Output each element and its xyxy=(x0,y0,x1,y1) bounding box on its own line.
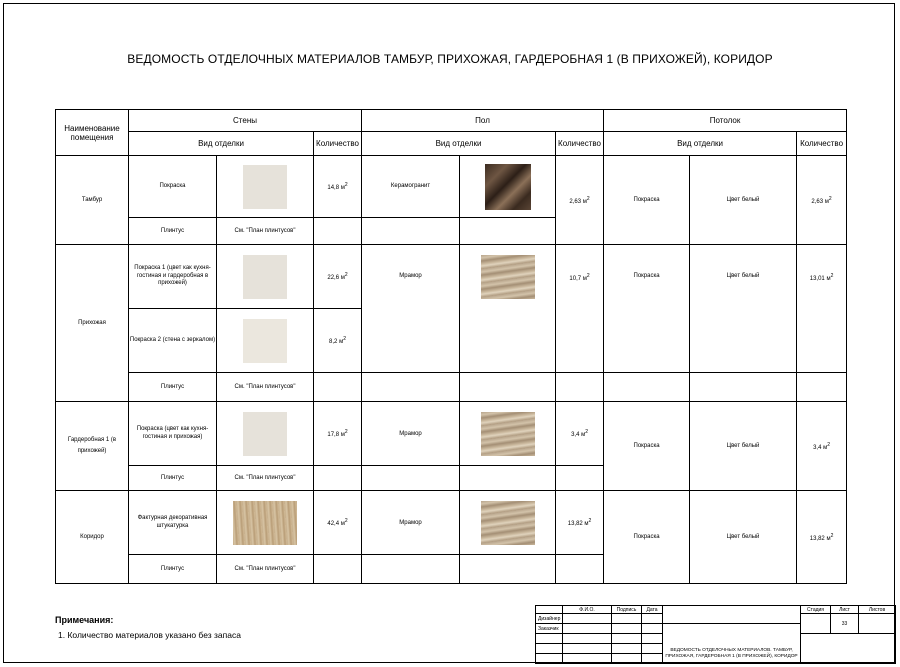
ceiling-qty: 13,01 $м^2$ xyxy=(797,245,847,373)
room-name: Тамбур xyxy=(56,156,129,245)
baseboard-note: См. "План плинтусов" xyxy=(217,218,314,245)
page-title: ВЕДОМОСТЬ ОТДЕЛОЧНЫХ МАТЕРИАЛОВ ТАМБУР, ПРИХОЖАЯ, ГАРДЕРОБНАЯ 1 (В ПРИХОЖЕЙ), КОРИДОР xyxy=(127,52,773,66)
header-floor: Пол xyxy=(362,110,604,132)
baseboard-note: См. "План плинтусов" xyxy=(217,555,314,584)
room-name: Гардеробная 1 (в прихожей) xyxy=(56,402,129,491)
plaster-swatch xyxy=(233,501,297,545)
header-ceiling-finish: Вид отделки xyxy=(604,132,797,156)
floor-finish-desc: Мрамор xyxy=(362,245,460,373)
wall-finish-desc: Фактурная декоративная штукатурка xyxy=(129,491,217,555)
stamp-client: Заказчик xyxy=(536,624,563,634)
header-floor-qty: Количество xyxy=(556,132,604,156)
baseboard-label: Плинтус xyxy=(129,218,217,245)
marble-swatch xyxy=(481,255,535,299)
paint-swatch xyxy=(243,255,287,299)
header-floor-finish: Вид отделки xyxy=(362,132,556,156)
floor-finish-desc: Мрамор xyxy=(362,491,460,555)
stamp-sheets: Листов xyxy=(859,606,896,614)
wall-qty: 14,8 $м^2$ xyxy=(314,156,362,218)
ceiling-color: Цвет белый xyxy=(690,245,797,373)
room-name: Коридор xyxy=(56,491,129,584)
notes-item: 1. Количество материалов указано без запаса xyxy=(58,630,241,640)
stamp-stage: Стадия xyxy=(801,606,831,614)
header-walls-finish: Вид отделки xyxy=(129,132,314,156)
ceiling-finish-desc: Покраска xyxy=(604,245,690,373)
floor-swatch-cell xyxy=(460,245,556,373)
ceiling-qty: 13,82 $м^2$ xyxy=(797,491,847,584)
wall-finish-desc: Покраска xyxy=(129,156,217,218)
wall-finish-desc: Покраска 2 (стена с зеркалом) xyxy=(129,309,217,373)
floor-swatch-cell xyxy=(460,402,556,466)
wall-qty: 17,8 $м^2$ xyxy=(314,402,362,466)
floor-finish-desc: Керамогранит xyxy=(362,156,460,218)
wall-swatch-cell xyxy=(217,245,314,309)
header-ceiling: Потолок xyxy=(604,110,847,132)
floor-qty: 10,7 $м^2$ xyxy=(556,245,604,373)
header-ceiling-qty: Количество xyxy=(797,132,847,156)
baseboard-label: Плинтус xyxy=(129,373,217,402)
ceiling-color: Цвет белый xyxy=(690,491,797,584)
stamp-signature: Подпись xyxy=(612,606,642,614)
stamp-date: Дата xyxy=(642,606,663,614)
stamp-doc-title: ВЕДОМОСТЬ ОТДЕЛОЧНЫХ МАТЕРИАЛОВ. ТАМБУР, ПРИХОЖАЯ, ГАРДЕРОБНАЯ 1 (В ПРИХОЖЕЙ), КОРИДОР xyxy=(663,624,801,664)
ceiling-qty: 2,63 $м^2$ xyxy=(797,156,847,245)
floor-qty: 2,63 $м^2$ xyxy=(556,156,604,245)
marble-swatch xyxy=(481,412,535,456)
wall-qty: 8,2 $м^2$ xyxy=(314,309,362,373)
floor-qty: 3,4 $м^2$ xyxy=(556,402,604,466)
ceiling-finish-desc: Покраска xyxy=(604,402,690,491)
paint-swatch xyxy=(243,319,287,363)
floor-finish-desc: Мрамор xyxy=(362,402,460,466)
stamp-fio: Ф.И.О. xyxy=(563,606,612,614)
ceiling-color: Цвет белый xyxy=(690,402,797,491)
paint-swatch xyxy=(243,165,287,209)
ceiling-finish-desc: Покраска xyxy=(604,156,690,245)
stamp-sheet: Лист xyxy=(831,606,859,614)
notes-title: Примечания: xyxy=(55,615,114,625)
room-name: Прихожая xyxy=(56,245,129,402)
title-block xyxy=(535,605,896,664)
marble-swatch xyxy=(481,501,535,545)
baseboard-label: Плинтус xyxy=(129,555,217,584)
baseboard-label: Плинтус xyxy=(129,466,217,491)
wall-swatch-cell xyxy=(217,309,314,373)
wall-qty: 42,4 $м^2$ xyxy=(314,491,362,555)
header-walls-qty: Количество xyxy=(314,132,362,156)
finishing-materials-table xyxy=(55,109,847,584)
stamp-designer: Дизайнер xyxy=(536,614,563,624)
wall-swatch-cell xyxy=(217,156,314,218)
baseboard-note: См. "План плинтусов" xyxy=(217,466,314,491)
floor-qty: 13,82 $м^2$ xyxy=(556,491,604,555)
header-walls: Стены xyxy=(129,110,362,132)
ceiling-color: Цвет белый xyxy=(690,156,797,245)
porcelain-tile-swatch xyxy=(485,164,531,210)
wall-swatch-cell xyxy=(217,491,314,555)
wall-finish-desc: Покраска 1 (цвет как кухня-гостиная и гардеробная в прихожей) xyxy=(129,245,217,309)
wall-swatch-cell xyxy=(217,402,314,466)
paint-swatch xyxy=(243,412,287,456)
baseboard-note: См. "План плинтусов" xyxy=(217,373,314,402)
floor-swatch-cell xyxy=(460,156,556,218)
floor-swatch-cell xyxy=(460,491,556,555)
wall-finish-desc: Покраска (цвет как кухня-гостиная и прихожая) xyxy=(129,402,217,466)
ceiling-finish-desc: Покраска xyxy=(604,491,690,584)
stamp-sheet-number: 33 xyxy=(831,614,859,634)
ceiling-qty: 3,4 $м^2$ xyxy=(797,402,847,491)
header-room-name: Наименование помещения xyxy=(56,110,129,156)
wall-qty: 22,6 $м^2$ xyxy=(314,245,362,309)
